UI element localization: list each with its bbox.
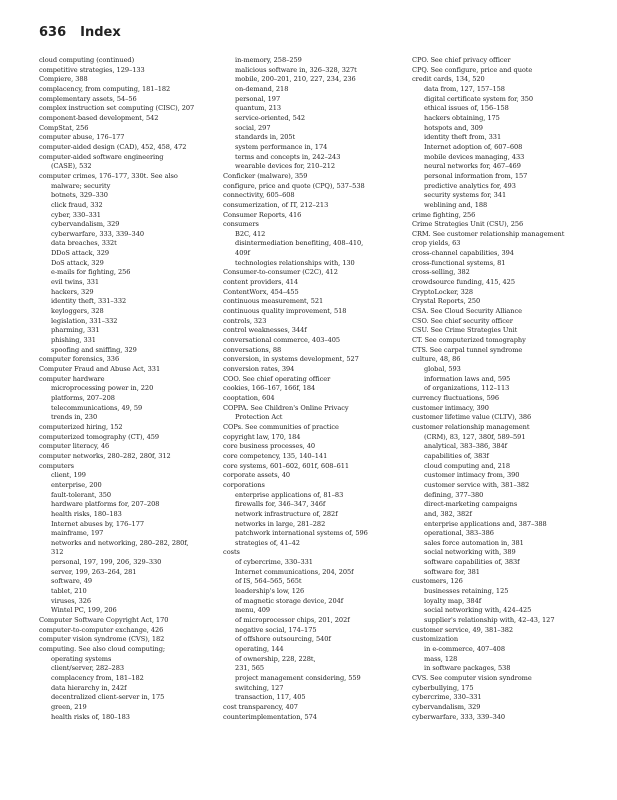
index-entry: conversion rates, 394 [223,365,295,373]
index-subentry: Protection Act [235,413,283,422]
index-entry: cybercrime, 330–331 [412,693,482,702]
index-subentry: 312 [51,548,64,557]
index-subentry: loyalty map, 384f [424,596,482,605]
index-subentry: personal information from, 157 [424,171,528,180]
index-subentry: direct-marketing campaigns [424,500,518,509]
index-subentry: identity theft, 331–332 [51,297,127,306]
index-subentry: mobile, 200–201, 210, 227, 234, 236 [235,75,356,84]
index-subentry: cyberwarfare, 333, 339–340 [51,229,144,238]
index-subentry: service-oriented, 542 [235,113,306,122]
index-entry: computer crimes, 176–177, 330t. See also [39,171,178,180]
index-subentry: hardware platforms for, 207–208 [51,500,160,509]
index-subentry: switching, 127 [235,683,284,692]
index-entry: continuous quality improvement, 518 [223,307,347,316]
index-entry: CPO. See chief privacy officer [412,56,511,64]
index-subentry: of cybercrime, 330–331 [235,558,313,567]
index-subentry: software for, 381 [424,567,480,576]
index-subentry: social, 297 [235,123,271,132]
index-subentry: businesses retaining, 125 [424,587,509,596]
index-entry: core systems, 601–602, 601f, 608–611 [223,461,350,470]
index-subentry: quantum, 213 [235,104,282,113]
index-subentry: information laws and, 595 [424,374,511,383]
index-subentry: mobile devices managing, 433 [424,152,525,161]
index-subentry: networks in large, 281–282 [235,519,326,528]
index-subentry: analytical, 383–386, 384f [424,442,508,451]
index-subentry: of offshore outsourcing, 540f [235,635,331,644]
index-subentry: weblining and, 188 [424,200,488,209]
index-entry: CryptoLocker, 328 [412,287,474,296]
index-subentry: sales force automation in, 381 [424,538,524,547]
index-entry: complementary assets, 54–56 [39,94,137,103]
index-subentry: firewalls for, 346–347, 346f [235,500,326,509]
index-subentry: DoS attack, 329 [51,258,104,267]
index-subentry: keyloggers, 328 [51,307,104,316]
index-subentry: telecommunications, 49, 59 [51,403,143,412]
index-subentry: cloud computing and, 218 [424,461,511,470]
index-entry: core competency, 135, 140–141 [223,451,328,460]
index-subentry: customer service with, 381–382 [424,480,530,489]
index-subentry: phishing, 331 [51,336,96,345]
index-subentry: project management considering, 559 [235,674,361,682]
index-entry: CT. See computerized tomography [412,336,526,345]
index-subentry: cyber, 330–331 [51,210,101,219]
index-entry: CSA. See Cloud Security Alliance [412,307,522,316]
page-number: 636 [39,25,67,40]
index-entry: conversational commerce, 403–405 [223,336,341,345]
index-subentry: in-memory, 258–259 [235,56,302,64]
index-subentry: decentralized client-server in, 175 [51,693,165,702]
index-subentry: enterprise applications of, 81–83 [235,490,344,499]
index-entry: complacency, from computing, 181–182 [39,84,171,93]
index-subentry: B2C, 412 [235,229,266,238]
index-entry: customer relationship management [412,422,530,431]
index-entry: CTS. See carpal tunnel syndrome [412,345,523,354]
index-subentry: in software packages, 538 [424,664,511,673]
index-column-2 [223,56,412,722]
index-subentry: in e-commerce, 407–408 [424,645,505,654]
index-subentry: botnets, 329–330 [51,191,108,200]
index-subentry: software, 49 [51,577,93,586]
index-entry: connectivity, 605–608 [223,191,295,200]
index-subentry: terms and concepts in, 242–243 [235,152,341,161]
index-entry: cyberbullying, 175 [412,683,474,692]
index-entry: COPs. See communities of practice [223,422,339,431]
index-subentry: wearable devices for, 210–212 [235,162,336,171]
index-subentry: predictive analytics for, 493 [424,181,516,190]
index-subentry: e-mails for fighting, 256 [51,268,131,277]
index-entry: computer forensics, 336 [39,355,120,364]
index-subentry: capabilities of, 383f [424,451,489,460]
index-entry: Compiere, 388 [39,75,88,84]
index-subentry: and, 382, 382f [424,509,472,518]
index-entry: content providers, 414 [223,278,299,287]
index-subentry: negative social, 174–175 [235,625,317,634]
index-entry: cloud computing (continued) [39,56,135,64]
index-subentry: strategies of, 41–42 [235,538,300,547]
index-subentry: data from, 127, 157–158 [424,84,505,93]
index-subentry: network infrastructure of, 282f [235,509,338,518]
index-subentry: operating systems [51,654,112,663]
index-subentry: (CASE), 532 [51,162,92,171]
index-subentry: client/server, 282–283 [51,664,124,673]
index-subentry: trends in, 230 [51,413,98,422]
index-subentry: server, 199, 263–264, 281 [51,567,137,576]
index-subentry: tablet, 210 [51,587,87,596]
index-subentry: transaction, 117, 405 [235,693,306,702]
index-entry: CSO. See chief security officer [412,316,513,325]
index-entry: Consumer Reports, 416 [223,210,302,219]
index-subentry: green, 219 [51,702,87,711]
index-entry: CVS. See computer vision syndrome [412,674,532,682]
index-entry: CPQ. See configure, price and quote [412,65,533,74]
index-entry: cross-functional systems, 81 [412,258,506,267]
index-subentry: complacency from, 181–182 [51,674,144,682]
index-subentry: platforms, 207–208 [51,393,115,402]
index-subentry: Internet communications, 204, 205f [235,567,354,576]
index-column-3 [412,56,599,722]
index-subentry: customer intimacy from, 390 [424,471,520,480]
index-subentry: standards in, 205t [235,133,296,142]
index-entry: customer lifetime value (CLTV), 386 [412,413,532,422]
index-entry: cooptation, 604 [223,393,275,402]
index-subentry: mass, 128 [424,654,458,663]
index-subentry: click fraud, 332 [51,200,103,209]
index-subentry: fault-tolerant, 350 [51,490,112,499]
index-subentry: 231, 565 [235,664,265,673]
index-entry: crop yields, 63 [412,239,461,248]
index-entry: continuous measurement, 521 [223,297,324,306]
index-subentry: 409f [235,249,250,258]
index-entry: computer networks, 280–282, 280f, 312 [39,451,171,460]
index-subentry: cybervandalism, 329 [51,220,120,229]
index-entry: consumerization, of IT, 212–213 [223,200,329,209]
index-entry: CSU. See Crime Strategies Unit [412,326,518,335]
index-subentry: social networking with, 424–425 [424,606,532,615]
index-subentry: (CRM), 83, 127, 380f, 589–591 [424,432,526,441]
index-subentry: personal, 197 [235,94,281,103]
index-subentry: microprocessing power in, 220 [51,384,154,393]
index-subentry: of organizations, 112–113 [424,384,510,393]
index-subentry: on-demand, 218 [235,84,289,93]
index-subentry: personal, 197, 199, 206, 329–330 [51,558,162,567]
index-entry: ContentWorx, 454–455 [223,287,299,296]
index-entry: computing. See also cloud computing; [39,645,166,654]
index-entry: customers, 126 [412,577,463,586]
index-entry: cost transparency, 407 [223,702,298,711]
index-subentry: DDoS attack, 329 [51,249,109,258]
index-subentry: enterprise, 200 [51,480,102,489]
index-entry: cyberwarfare, 333, 339–340 [412,712,505,721]
index-subentry: spoofing and sniffing, 329 [51,345,137,354]
index-subentry: defining, 377–380 [424,490,484,499]
index-entry: Crime Strategies Unit (CSU), 256 [412,220,524,229]
index-entry: cross-selling, 382 [412,268,470,277]
index-entry: crowdsource funding, 415, 425 [412,278,515,287]
index-entry: computer literacy, 46 [39,442,110,451]
index-subentry: health risks of, 180–183 [51,712,130,721]
index-entry: computers [39,461,75,470]
index-subentry: hotspots and, 309 [424,123,483,132]
index-subentry: supplier's relationship with, 42–43, 127 [424,616,555,625]
index-entry: consumers [223,220,259,229]
index-subentry: leadership's low, 126 [235,587,305,596]
index-subentry: Internet abuses by, 176–177 [51,519,144,528]
index-subentry: patchwork international systems of, 596 [235,529,368,538]
index-entry: counterimplementation, 574 [223,712,317,721]
index-entry: controls, 323 [223,316,267,325]
index-subentry: software capabilities of, 383f [424,558,520,567]
index-entry: cybervandalism, 329 [412,702,481,711]
index-subentry: networks and networking, 280–282, 280f, [51,538,189,547]
index-columns [39,56,599,722]
index-subentry: data breaches, 332t [51,239,117,248]
index-entry: complex instruction set computing (CISC), 207 [39,104,195,113]
index-subentry: of IS, 564–565, 565t [235,577,302,586]
index-subentry: malware; security [51,181,111,190]
index-entry: computerized hiring, 152 [39,422,123,431]
index-subentry: pharming, 331 [51,326,100,335]
index-entry: CRM. See customer relationship management [412,229,565,238]
index-subentry: operational, 383–386 [424,529,494,538]
index-subentry: technologies relationships with, 130 [235,258,355,267]
index-subentry: operating, 144 [235,645,284,654]
index-entry: Conficker (malware), 359 [223,171,308,180]
index-entry: corporate assets, 40 [223,471,291,480]
index-entry: credit cards, 134, 520 [412,75,485,84]
index-entry: core business processes, 40 [223,442,316,451]
index-entry: customer service, 49, 381–382 [412,625,514,634]
index-entry: computer-aided software engineering [39,152,164,161]
index-subentry: neural networks for, 467–469 [424,162,521,171]
index-subentry: legislation, 331–332 [51,316,118,325]
index-subentry: malicious software in, 326–328, 327t [235,65,357,74]
index-subentry: global, 593 [424,365,461,373]
index-entry: control weaknesses, 344f [223,326,307,335]
index-subentry: menu, 409 [235,606,271,615]
index-entry: COO. See chief operating officer [223,374,331,383]
index-subentry: Wintel PC, 199, 206 [51,606,117,615]
index-subentry: identity theft from, 331 [424,133,502,142]
index-subentry: viruses, 326 [51,596,92,605]
index-entry: Crystal Reports, 250 [412,297,481,306]
index-entry: conversations, 88 [223,345,282,354]
index-entry: customization [412,635,459,644]
index-entry: conversion, in systems development, 527 [223,355,359,364]
index-entry: culture, 48, 86 [412,355,461,364]
index-entry: CompStat, 256 [39,123,89,132]
index-subentry: mainframe, 197 [51,529,104,538]
page-header [39,25,121,45]
index-subentry: security systems for, 341 [424,191,507,200]
index-subentry: social networking with, 389 [424,548,516,557]
index-subentry: of microprocessor chips, 201, 202f [235,616,350,625]
index-subentry: disintermediation benefiting, 408–410, [235,239,364,248]
index-entry: customer intimacy, 390 [412,403,489,412]
index-subentry: digital certificate system for, 350 [424,94,534,103]
index-subentry: enterprise applications and, 387–388 [424,519,547,528]
index-entry: computerized tomography (CT), 459 [39,432,160,441]
index-subentry: evil twins, 331 [51,278,100,287]
index-subentry: system performance in, 174 [235,142,328,151]
index-subentry: of ownership, 228, 228t, [235,654,316,663]
index-entry: computer-to-computer exchange, 426 [39,625,164,634]
index-entry: component-based development, 542 [39,113,159,122]
index-entry: Computer Software Copyright Act, 170 [39,616,169,625]
index-entry: COPPA. See Children's Online Privacy [223,403,349,412]
running-title: Index [80,25,121,40]
index-subentry: hackers obtaining, 175 [424,113,500,122]
index-entry: computer abuse, 176–177 [39,133,125,142]
index-entry: cross-channel capabilities, 394 [412,249,514,258]
index-entry: copyright law, 170, 184 [223,432,301,441]
index-subentry: hackers, 329 [51,287,94,296]
index-entry: Computer Fraud and Abuse Act, 331 [39,365,161,373]
index-entry: cookies, 166–167, 166f, 184 [223,384,316,393]
index-entry: corporations [223,480,265,489]
index-entry: costs [223,548,240,557]
index-entry: competitive strategies, 129–133 [39,65,145,74]
index-subentry: client, 199 [51,471,86,480]
index-entry: currency fluctuations, 596 [412,393,500,402]
index-entry: computer hardware [39,374,105,383]
index-subentry: Internet adoption of, 607–608 [424,142,523,151]
index-entry: crime fighting, 256 [412,210,476,219]
index-subentry: data hierarchy in, 242f [51,683,127,692]
index-entry: computer vision syndrome (CVS), 182 [39,635,165,644]
index-entry: configure, price and quote (CPQ), 537–538 [223,181,365,190]
index-subentry: of magnetic storage device, 204f [235,596,344,605]
index-subentry: health risks, 180–183 [51,509,122,518]
index-column-1 [39,56,223,722]
index-subentry: ethical issues of, 156–158 [424,104,509,113]
index-entry: Consumer-to-consumer (C2C), 412 [223,268,338,277]
index-entry: computer-aided design (CAD), 452, 458, 472 [39,142,187,151]
